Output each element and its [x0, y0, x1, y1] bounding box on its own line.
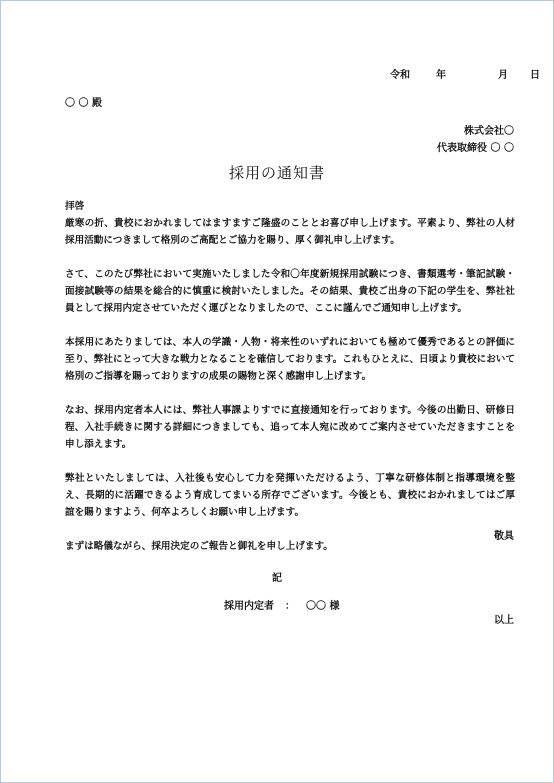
- sender-representative: 代表取締役 〇 〇: [437, 143, 514, 154]
- recipient-name: 〇〇 様: [306, 601, 340, 612]
- record-heading: 記: [272, 573, 282, 584]
- addressee: 〇 〇 殿: [65, 98, 102, 109]
- recipient-label: 採用内定者: [224, 601, 274, 612]
- date-line: [390, 67, 540, 84]
- body-paragraph: まずは略儀ながら、採用決定のご報告と御礼を申し上げます。: [65, 541, 333, 552]
- body-paragraph: 弊社といたしましては、入社後も安心して力を発揮いただけるよう、丁寧な研修体制と指導環境を整え、長期的に活躍できるよう育成してまいる所存でございます。今後とも、貴校におかれましてはご厚誼を賜りますよう、何卒よろしくお願い申し上げます。: [65, 473, 515, 518]
- recipient-line: [224, 598, 339, 615]
- body-paragraph: なお、採用内定者本人には、弊社人事課よりすでに直接通知を行っております。今後の出勤日、研修日程、入社手続きに関する詳細につきましても、追って本人宛に改めてご案内させていただきますことを申し添えます。: [65, 405, 515, 450]
- recipient-separator: ：: [285, 601, 295, 612]
- letter-body: [65, 198, 515, 572]
- end-mark: 以上: [494, 615, 514, 626]
- date-year: 年: [436, 70, 446, 81]
- document-title: 採用の通知書: [228, 164, 325, 182]
- sender-company: 株式会社〇: [464, 126, 514, 137]
- date-day: 日: [530, 70, 540, 81]
- closing-salutation: 敬具: [494, 531, 514, 542]
- body-paragraph: 厳寒の折、貴校におかれましてはますますご隆盛のこととお喜び申し上げます。平素より、弊社の人材採用活動につきまして格別のご高配とご協力を賜り、厚く御礼申し上げます。: [65, 218, 515, 246]
- sender-block: [437, 123, 514, 157]
- body-paragraph: 本採用にあたりましては、本人の学識・人物・将来性のいずれにおいても極めて優秀であるとの評価に至り、弊社にとって大きな戦力となることを確信しております。これもひとえに、日頃より貴校において格別のご指導を賜っておりますの成果の賜物と深く感謝申し上げます。: [65, 337, 515, 382]
- date-era: 令和: [390, 70, 410, 81]
- opening-salutation: 拝啓: [65, 201, 85, 212]
- body-paragraph: さて、このたび弊社において実施いたしました令和〇年度新規採用試験につき、書類選考・筆記試験・面接試験等の結果を総合的に慎重に検討いたしました。その結果、貴校ご出身の下記の学生を、弊社社員として採用内定させていただく運びとなりましたので、ここに謹んでご通知申し上げます。: [65, 269, 515, 314]
- date-month: 月: [498, 70, 508, 81]
